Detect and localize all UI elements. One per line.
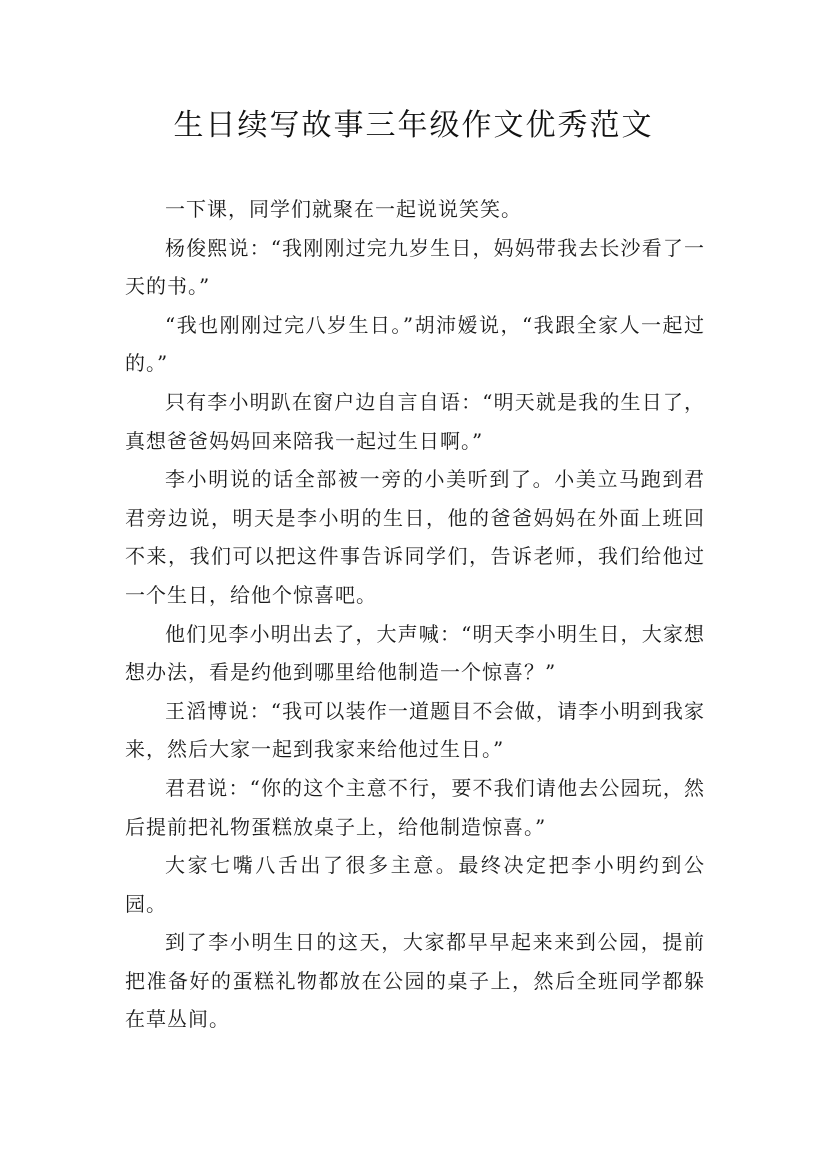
document-body	[125, 190, 705, 1039]
paragraph: 大家七嘴八舌出了很多主意。最终决定把李小明约到公园。	[125, 853, 705, 916]
paragraph: 李小明说的话全部被一旁的小美听到了。小美立马跑到君君旁边说，明天是李小明的生日，他的爸爸妈妈在外面上班回不来，我们可以把这件事告诉同学们，告诉老师，我们给他过一个生日，给他个惊喜吧。	[125, 467, 705, 607]
paragraph: 他们见李小明出去了，大声喊：“明天李小明生日，大家想想办法，看是约他到哪里给他制造一个惊喜？”	[125, 621, 705, 685]
paragraph: 王滔博说：“我可以装作一道题目不会做，请李小明到我家来，然后大家一起到我家来给他过生日。”	[125, 698, 705, 762]
paragraph: 杨俊熙说：“我刚刚过完九岁生日，妈妈带我去长沙看了一天的书。”	[125, 235, 705, 299]
paragraph: 君君说：“你的这个主意不行，要不我们请他去公园玩，然后提前把礼物蛋糕放桌子上，给他制造惊喜。”	[125, 775, 705, 839]
document-title: 生日续写故事三年级作文优秀范文	[173, 108, 654, 143]
paragraph: 只有李小明趴在窗户边自言自语：“明天就是我的生日了，真想爸爸妈妈回来陪我一起过生日啊。”	[125, 389, 705, 453]
paragraph: “我也刚刚过完八岁生日。”胡沛嫒说，“我跟全家人一起过的。”	[125, 312, 705, 376]
paragraph: 到了李小明生日的这天，大家都早早起来来到公园，提前把准备好的蛋糕礼物都放在公园的桌子上，然后全班同学都躲在草丛间。	[125, 930, 705, 1032]
paragraph: 一下课，同学们就聚在一起说说笑笑。	[165, 197, 522, 221]
